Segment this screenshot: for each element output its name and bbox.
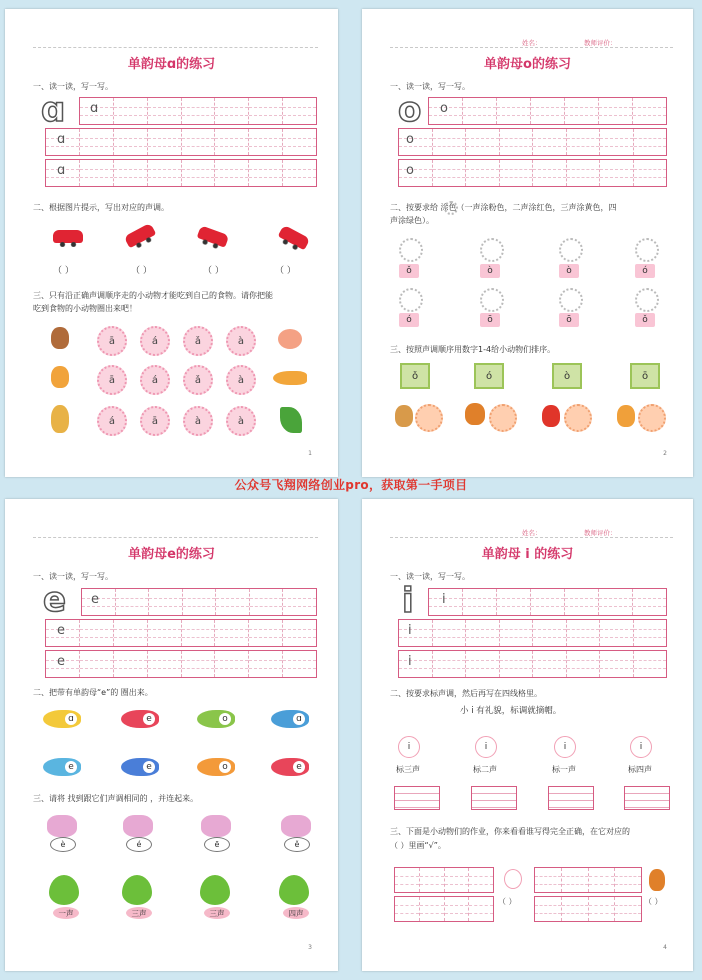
grid-letter: i	[442, 592, 446, 607]
fish-letter: e	[65, 761, 77, 773]
answer-paren[interactable]: （ ）	[644, 897, 663, 906]
cat-image[interactable]	[51, 366, 69, 388]
answer-paren[interactable]: （ ）	[275, 266, 296, 276]
flower-icon[interactable]	[559, 288, 583, 312]
page-number: 4	[663, 944, 667, 951]
tone-label[interactable]: é	[126, 837, 152, 852]
page-number: 3	[308, 944, 312, 951]
bunny-image: i	[554, 736, 576, 758]
butterfly-image	[123, 815, 153, 837]
monkey-image[interactable]	[51, 327, 69, 349]
writing-grid-2[interactable]	[398, 619, 667, 647]
tone-circle: á	[140, 326, 170, 356]
number-circle[interactable]	[564, 404, 592, 432]
tone-label[interactable]: ě	[284, 837, 310, 852]
big-letter: ɑ	[41, 90, 66, 130]
tone-circle: ā	[97, 326, 127, 356]
butterfly-image	[201, 815, 231, 837]
section-1-heading: 一、读一读，写一写。	[33, 82, 113, 91]
tone-circle: á	[97, 406, 127, 436]
writing-box[interactable]	[624, 786, 670, 810]
writing-grid-1[interactable]	[79, 97, 317, 125]
answer-paren[interactable]: （ ）	[203, 266, 224, 276]
fish-tile[interactable]	[271, 710, 309, 728]
fish-tile[interactable]	[197, 710, 235, 728]
dog-image	[395, 405, 413, 427]
tone-tile-green: ó	[474, 363, 504, 389]
butterfly-image	[47, 815, 77, 837]
flower-icon[interactable]	[399, 238, 423, 262]
worksheet-page-o	[362, 9, 693, 477]
tone-instruction: 标二声	[473, 765, 497, 774]
big-letter: o	[398, 90, 422, 130]
bunny-image: i	[398, 736, 420, 758]
tone-circle: à	[226, 365, 256, 395]
number-circle[interactable]	[489, 404, 517, 432]
fish-letter: e	[143, 761, 155, 773]
tone-tile-green: ǒ	[400, 363, 430, 389]
tone-tile: ǒ	[399, 264, 419, 278]
worksheet-page-i	[362, 499, 693, 971]
page-title: 单韵母o的练习	[484, 57, 571, 72]
tone-tag[interactable]: 一声	[53, 907, 79, 919]
rabbit-image	[504, 869, 522, 889]
tone-tag[interactable]: 四声	[283, 907, 309, 919]
tone-circle: à	[226, 406, 256, 436]
fish-letter: o	[219, 713, 231, 725]
tone-tile: ó	[635, 264, 655, 278]
fox-image	[649, 869, 665, 891]
cat-image	[617, 405, 635, 427]
homework-grid-top-left	[394, 867, 494, 893]
giraffe-image[interactable]	[51, 405, 69, 433]
fish-tile[interactable]	[197, 758, 235, 776]
tone-instruction: 标三声	[396, 765, 420, 774]
tone-tile: ò	[480, 264, 500, 278]
section-1-heading: 一、读一读，写一写。	[33, 572, 113, 581]
flower-icon[interactable]	[559, 238, 583, 262]
tone-circle: ǎ	[183, 365, 213, 395]
section-2-heading: 二、按要求标声调，然后再写在四线格里。	[390, 689, 542, 698]
writing-grid-3[interactable]	[45, 159, 317, 187]
grid-letter: i	[408, 623, 412, 638]
section-3-heading-line2: （ ）里画“√”。	[390, 841, 446, 850]
tone-circle: ā	[140, 406, 170, 436]
page-number: 1	[308, 450, 312, 457]
fish-tile[interactable]	[121, 710, 159, 728]
grid-letter: o	[406, 132, 414, 147]
grid-letter: e	[57, 623, 65, 638]
watermark-text: 公众号飞翔网络创业pro，获取第一手项目	[234, 478, 468, 492]
tone-tag[interactable]: 三声	[204, 907, 230, 919]
tone-tile: ò	[559, 264, 579, 278]
homework-grid-bottom-left	[394, 896, 494, 922]
tone-instruction: 标四声	[628, 765, 652, 774]
writing-box[interactable]	[394, 786, 440, 810]
section-3-heading-line1: 三、只有沿正确声调顺序走的小动物才能吃到自己的食物。请你把能	[33, 291, 273, 300]
teacher-label: 教师评价：	[584, 529, 617, 537]
car-downhill-image	[278, 225, 311, 251]
section-1-heading: 一、读一读，写一写。	[390, 82, 470, 91]
header-divider	[390, 537, 673, 538]
fish-tile[interactable]	[271, 758, 309, 776]
writing-grid-2[interactable]	[45, 619, 317, 647]
car-flat-image	[53, 230, 83, 243]
tone-circle: ǎ	[183, 326, 213, 356]
flower-icon	[444, 201, 458, 215]
fish-letter: e	[143, 713, 155, 725]
answer-paren[interactable]: （ ）	[131, 266, 152, 276]
rhyme-text: 小 i 有礼貌，标调就摘帽。	[460, 706, 562, 716]
tone-tile: ō	[480, 313, 500, 327]
writing-box[interactable]	[471, 786, 517, 810]
page-title: 单韵母e的练习	[128, 547, 215, 562]
butterfly-image	[281, 815, 311, 837]
fish-icon	[273, 371, 307, 385]
writing-grid-3[interactable]	[398, 159, 667, 187]
writing-grid-2[interactable]	[45, 128, 317, 156]
tone-label[interactable]: ē	[204, 837, 230, 852]
grid-letter: e	[57, 654, 65, 669]
big-letter: i	[402, 581, 414, 621]
header-divider	[33, 47, 318, 48]
fox-image	[542, 405, 560, 427]
grid-letter: ɑ	[57, 132, 66, 147]
peach-icon	[278, 329, 302, 349]
name-label: 姓名：	[522, 529, 542, 537]
writing-grid-1[interactable]	[81, 588, 317, 616]
leaf-image	[200, 875, 230, 905]
leaf-icon	[280, 407, 302, 433]
section-2-heading: 二、把带有单韵母“e”的 圈出来。	[33, 688, 153, 697]
writing-grid-3[interactable]	[398, 650, 667, 678]
teacher-label: 教师评价：	[584, 39, 617, 47]
tone-tile: ǒ	[635, 313, 655, 327]
flower-icon[interactable]	[480, 288, 504, 312]
section-2-heading: 二、根据图片提示，写出对应的声调。	[33, 203, 169, 212]
car-dip-image	[197, 225, 230, 247]
section-2-heading-line1: 二、按要求给 涂色（一声涂粉色，二声涂红色，三声涂黄色，四	[390, 203, 617, 212]
big-letter: e	[43, 580, 67, 620]
grid-letter: o	[406, 163, 414, 178]
writing-grid-2[interactable]	[398, 128, 667, 156]
bunny-image: i	[630, 736, 652, 758]
grid-letter: e	[91, 592, 99, 607]
car-uphill-image	[124, 223, 157, 249]
tone-circle: à	[183, 406, 213, 436]
worksheet-page-a	[5, 9, 338, 477]
writing-grid-1[interactable]	[428, 97, 667, 125]
section-2-heading-line2: 声涂绿色）。	[390, 216, 434, 225]
flower-icon[interactable]	[635, 238, 659, 262]
tone-tile: ō	[559, 313, 579, 327]
lion-image	[465, 403, 485, 425]
tone-label[interactable]: è	[50, 837, 76, 852]
flower-icon[interactable]	[635, 288, 659, 312]
fish-letter: ɑ	[65, 713, 77, 725]
leaf-image	[122, 875, 152, 905]
fish-letter: ɑ	[293, 713, 305, 725]
tone-tile-green: ò	[552, 363, 582, 389]
section-1-heading: 一、读一读，写一写。	[390, 572, 470, 581]
writing-grid-3[interactable]	[45, 650, 317, 678]
section-3-heading: 三、按照声调顺序用数字1-4给小动物们排序。	[390, 345, 556, 354]
number-circle[interactable]	[415, 404, 443, 432]
tone-tile-green: ō	[630, 363, 660, 389]
answer-paren[interactable]: （ ）	[53, 266, 74, 276]
number-circle[interactable]	[638, 404, 666, 432]
header-divider	[390, 47, 673, 48]
leaf-image	[49, 875, 79, 905]
section-3-heading: 三、请将 找到跟它们声调相同的 ，并连起来。	[33, 794, 199, 803]
page-title: 单韵母ɑ的练习	[127, 57, 216, 72]
fish-tile[interactable]	[121, 758, 159, 776]
tone-circle: á	[140, 365, 170, 395]
flower-icon[interactable]	[399, 288, 423, 312]
homework-grid-bottom-right	[534, 896, 642, 922]
header-divider	[33, 537, 318, 538]
fish-tile[interactable]	[43, 758, 81, 776]
grid-letter: i	[408, 654, 412, 669]
worksheet-page-e	[5, 499, 338, 971]
section-3-heading-line2: 吃到食物的小动物圈出来吧！	[33, 304, 137, 313]
fish-letter: e	[293, 761, 305, 773]
grid-letter: o	[440, 101, 448, 116]
writing-grid-1[interactable]	[428, 588, 667, 616]
fish-letter: o	[219, 761, 231, 773]
tone-tile: ó	[399, 313, 419, 327]
page-number: 2	[663, 450, 667, 457]
flower-icon[interactable]	[480, 238, 504, 262]
section-3-heading-line1: 三、下面是小动物们的作业，你来看看谁写得完全正确，在它对应的	[390, 827, 630, 836]
tone-instruction: 标一声	[552, 765, 576, 774]
grid-letter: ɑ	[57, 163, 66, 178]
writing-box[interactable]	[548, 786, 594, 810]
grid-letter: ɑ	[90, 101, 99, 116]
homework-grid-top-right	[534, 867, 642, 893]
answer-paren[interactable]: （ ）	[498, 897, 517, 906]
tone-tag[interactable]: 三声	[126, 907, 152, 919]
bunny-image: i	[475, 736, 497, 758]
page-title: 单韵母 i 的练习	[481, 547, 574, 562]
tone-circle: à	[226, 326, 256, 356]
tone-circle: ā	[97, 365, 127, 395]
name-label: 姓名：	[522, 39, 542, 47]
leaf-image	[279, 875, 309, 905]
fish-tile[interactable]	[43, 710, 81, 728]
